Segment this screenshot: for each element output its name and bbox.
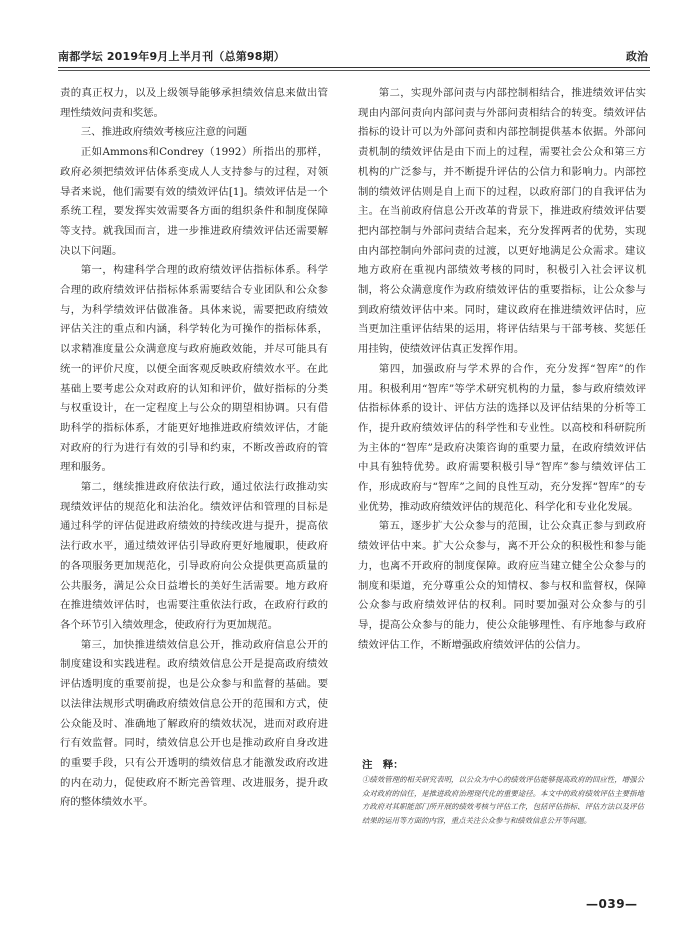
left-column [60,84,328,813]
paragraph: 正如Ammons和Condrey（1992）所指出的那样，政府必须把绩效评估体系变成人人支持参与的过程，对领导者来说，他们需要有效的绩效评估[1]。绩效评估是一个系统工程，要发挥实效需要各方面的组织条件和制度保障等支持。就我国而言，进一步推进政府绩效评估还需要解决以下问题。 [60,146,328,257]
paragraph: 第二，实现外部问责与内部控制相结合，推进绩效评估实现由内部问责向内部问责与外部问责相结合的转变。绩效评估指标的设计可以为外部问责和内部控制提供基本依据。外部问责机制的绩效评估是由下而上的过程，需要社会公众和第三方机构的广泛参与，并不断提升评估的公信力和影响力。内部控制的绩效评估则是自上而下的过程，以政府部门的自我评估为主。在当前政府信息公开改革的背景下，推进政府绩效评估要把内部控制与外部问责结合起来，充分发挥两者的优势，实现由内部控制向外部问责的过渡，以更好地满足公众需求。建议地方政府在重视内部绩效考核的同时，积极引入社会评议机制，将公众满意度作为政府绩效评估的重要指标，让公众参与到政府绩效评估中来。同时，建议政府在推进绩效评估时，应当更加注重评估结果的运用，将评估结果与干部考核、奖惩任用挂钩，使绩效评估真正发挥作用。 [358,87,646,356]
header-rule [58,67,650,68]
paragraph: 第一，构建科学合理的政府绩效评估指标体系。科学合理的政府绩效评估指标体系需要结合专业团队和公众参与，为科学绩效评估做准备。具体来说，需要把政府绩效评估关注的重点和内涵，科学转化为可操作的指标体系，以求精准度量公众满意度与政府施政效能，并尽可能具有统一的评价尺度，以便全面客观反映政府绩效水平。在此基础上要考虑公众对政府的认知和评价，做好指标的分类与权重设计，在一定程度上与公众的期望相协调。只有借助科学的指标体系，才能更好地推进政府绩效评估，才能对政府的行为进行有效的引导和约束，不断改善政府的管理和服务。 [60,264,328,474]
section-label: 政治 [626,50,648,63]
page-number: —039— [586,897,638,911]
right-column [358,84,646,655]
running-header [58,48,648,66]
paragraph: 第二，继续推进政府依法行政，通过依法行政推动实现绩效评估的规范化和法治化。绩效评估和管理的目标是通过科学的评估促进政府绩效的持续改进与提升，提高依法行政水平，通过绩效评估引导政府更好地履职，使政府的各项服务更加规范化，引导政府向公众提供更高质量的公共服务，满足公众日益增长的美好生活需要。地方政府在推进绩效评估时，也需要注重依法行政，在政府行政的各个环节引入绩效理念，使政府行为更加规范。 [60,481,328,631]
header-rule-thin [58,70,650,71]
paragraph: 第五，逐步扩大公众参与的范围，让公众真正参与到政府绩效评估中来。扩大公众参与，离不开公众的积极性和参与能力，也离不开政府的制度保障。政府应当建立健全公众参与的制度和渠道，充分尊重公众的知情权、参与权和监督权，保障公众参与政府绩效评估的权利。同时要加强对公众参与的引导，提高公众参与的能力，使公众能够理性、有序地参与政府绩效评估工作，不断增强政府绩效评估的公信力。 [358,520,646,651]
journal-title: 南都学坛 2019年9月上半月刊（总第98期） [58,50,286,63]
paragraph: 第四，加强政府与学术界的合作，充分发挥“智库”的作用。积极利用“智库”等学术研究机构的力量，参与政府绩效评估指标体系的设计、评估方法的选择以及评估结果的分析等工作，提升政府绩效评估的科学性和专业性。以高校和科研院所为主体的“智库”是政府决策咨询的重要力量，在政府绩效评估中具有独特优势。政府需要积极引导“智库”参与绩效评估工作，形成政府与“智库”之间的良性互动，充分发挥“智库”的专业优势，推动政府绩效评估的规范化、科学化和专业化发展。 [358,362,646,513]
paragraph: 责的真正权力，以及上级领导能够承担绩效信息来做出管理性绩效问责和奖惩。 [60,87,328,119]
section-heading: 三、推进政府绩效考核应注意的问题 [80,126,248,139]
notes-body [362,773,644,827]
notes-title: 注 释： [362,759,404,771]
paragraph: 第三，加快推进绩效信息公开，推动政府信息公开的制度建设和实践进程。政府绩效信息公开是提高政府绩效评估透明度的重要前提，也是公众参与和监督的基础。要以法律法规形式明确政府绩效信息公开的范围和方式，使公众能及时、准确地了解政府的绩效状况，进而对政府进行有效监督。同时，绩效信息公开也是推动政府自身改进的重要手段，只有公开透明的绩效信息才能激发政府改进的内在动力，促使政府不断完善管理、改进服务，提升政府的整体绩效水平。 [60,638,328,809]
note-text: ①绩效管理的相关研究表明，以公众为中心的绩效评估能够提高政府的回应性，增强公众对政府的信任，是推进政府治理现代化的重要途径。本文中的政府绩效评估主要指地方政府对其职能部门所开展的绩效考核与评估工作，包括评估指标、评估方法以及评估结果的运用等方面的内容，重点关注公众参与和绩效信息公开等问题。 [362,775,644,825]
